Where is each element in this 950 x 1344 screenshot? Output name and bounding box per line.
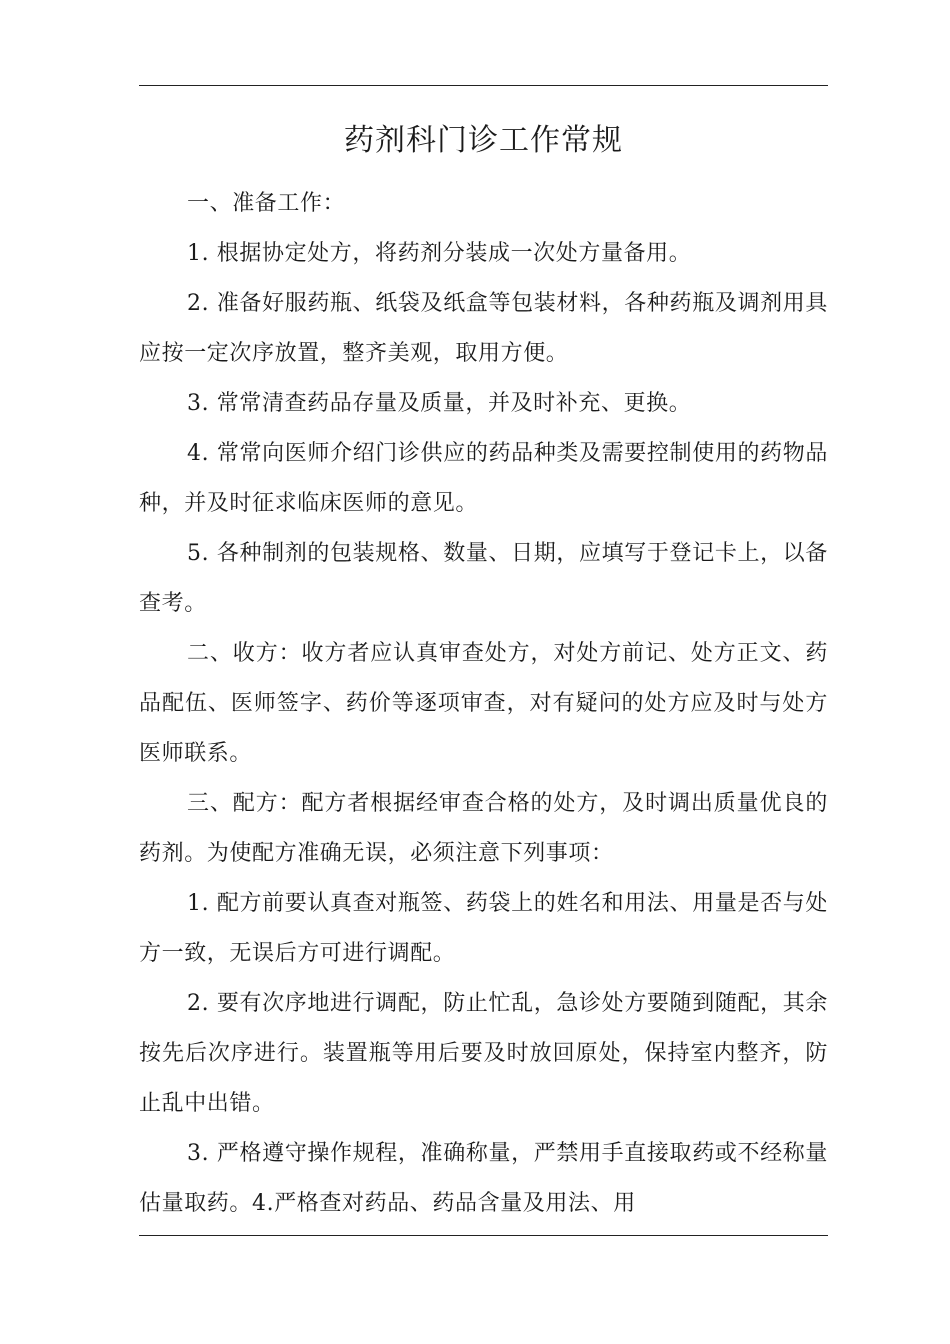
- paragraph-prep-item-2: 2. 准备好服药瓶、纸袋及纸盒等包装材料，各种药瓶及调剂用具应按一定次序放置，整齐美观，取用方便。: [139, 291, 828, 366]
- footer-rule: [139, 1235, 828, 1236]
- paragraph-dispensing-item-2: 2. 要有次序地进行调配，防止忙乱，急诊处方要随到随配，其余按先后次序进行。装置瓶等用后要及时放回原处，保持室内整齐，防止乱中出错。: [139, 991, 828, 1116]
- document-body: [139, 116, 828, 1229]
- paragraph-receive-prescription: 二、收方：收方者应认真审查处方，对处方前记、处方正文、药品配伍、医师签字、药价等逐项审查，对有疑问的处方应及时与处方医师联系。: [139, 641, 828, 766]
- paragraph-prep-item-4: 4. 常常向医师介绍门诊供应的药品种类及需要控制使用的药物品种，并及时征求临床医师的意见。: [139, 441, 828, 516]
- document-title: 药剂科门诊工作常规: [344, 123, 623, 158]
- paragraph-prep-item-5: 5. 各种制剂的包装规格、数量、日期，应填写于登记卡上，以备查考。: [139, 541, 828, 616]
- paragraph-dispensing-heading: 三、配方：配方者根据经审查合格的处方，及时调出质量优良的药剂。为使配方准确无误，必须注意下列事项：: [139, 791, 828, 866]
- paragraph-dispensing-item-3: 3. 严格遵守操作规程，准确称量，严禁用手直接取药或不经称量估量取药。4.严格查对药品、药品含量及用法、用: [139, 1141, 828, 1216]
- header-rule: [139, 85, 828, 86]
- paragraph-prep-item-3: 3. 常常清查药品存量及质量，并及时补充、更换。: [187, 391, 692, 416]
- paragraph-prep-item-1: 1. 根据协定处方，将药剂分装成一次处方量备用。: [187, 241, 692, 266]
- paragraph-dispensing-item-1: 1. 配方前要认真查对瓶签、药袋上的姓名和用法、用量是否与处方一致，无误后方可进行调配。: [139, 891, 828, 966]
- paragraph-prep-heading: 一、准备工作：: [187, 191, 346, 216]
